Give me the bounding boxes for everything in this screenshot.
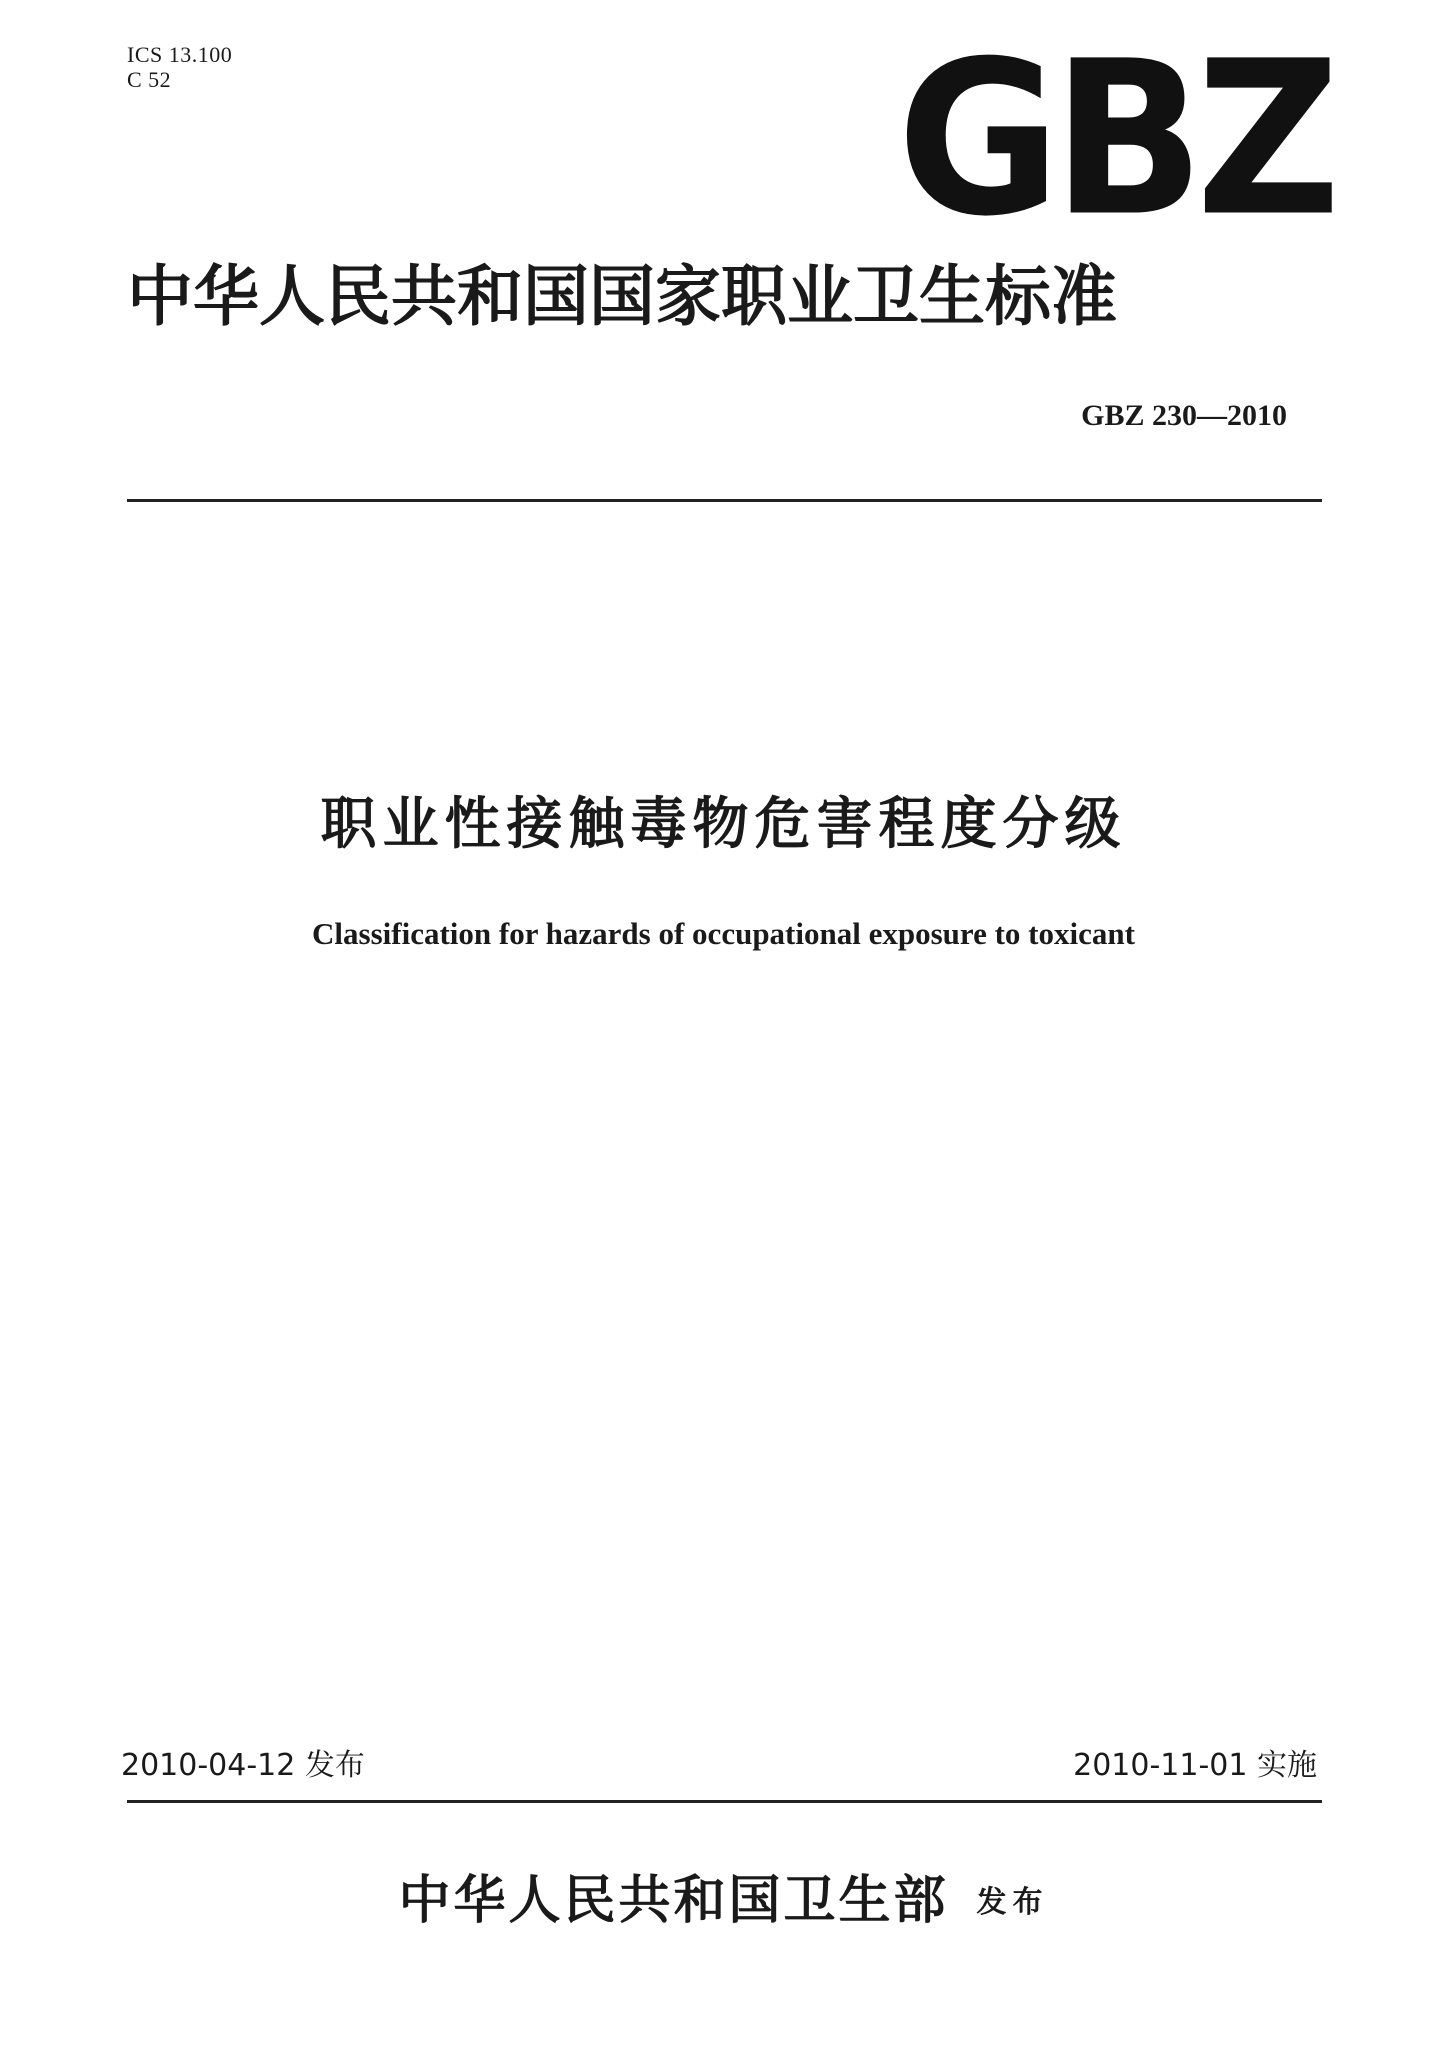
publisher-suffix: 发布 [976, 1885, 1049, 1920]
publisher-name: 中华人民共和国卫生部 [398, 1870, 949, 1931]
standard-number [1081, 398, 1287, 434]
release-date: 2010-04-12 发布 [121, 1748, 365, 1783]
classification-codes [127, 42, 232, 92]
ics-code: ICS 13.100 [127, 42, 233, 67]
top-divider [127, 499, 1322, 502]
category-code: C 52 [127, 67, 172, 92]
gbz-logo: GBZ [897, 15, 1333, 263]
document-title-chinese: 职业性接触毒物危害程度分级 [320, 792, 1127, 857]
implementation-date: 2010-11-01 实施 [1073, 1748, 1317, 1783]
publisher-line [0, 1866, 1447, 1936]
national-standard-title: 中华人民共和国国家职业卫生标准 [127, 257, 1117, 335]
bottom-divider [127, 1800, 1322, 1803]
document-title-english: Classification for hazards of occupational exposure to toxicant [312, 916, 1135, 951]
standard-number-text: GBZ 230—2010 [1081, 399, 1287, 432]
